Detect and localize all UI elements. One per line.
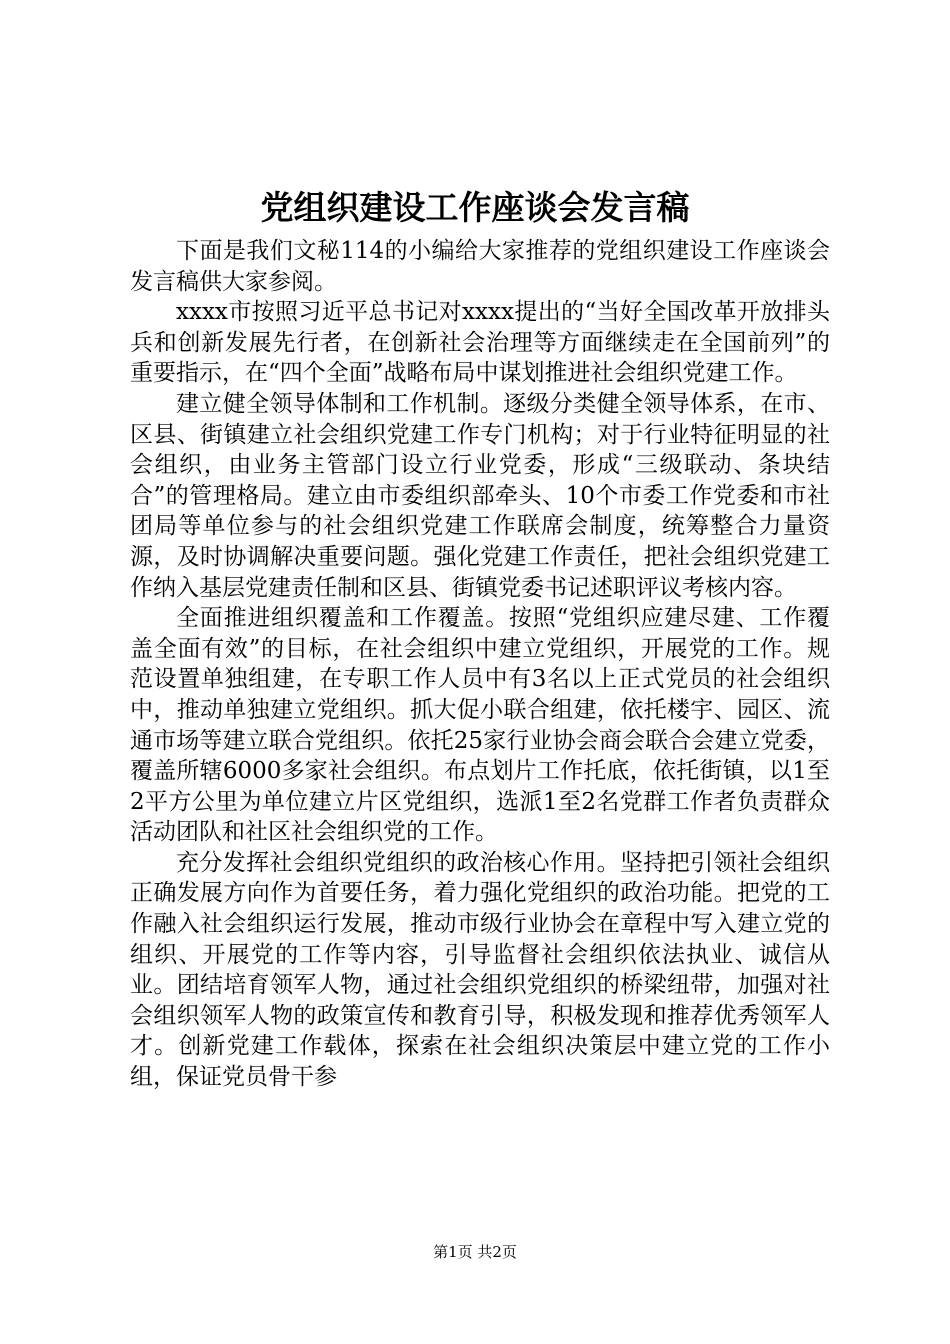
paragraph-coverage: 全面推进组织覆盖和工作覆盖。按照“党组织应建尽建、工作覆盖全面有效”的目标，在社会组织中建立党组织，开展党的工作。规范设置单独组建，在专职工作人员中有3名以上正式党员的社会组织中，推动单独建立党组织。抓大促小联合组建，依托楼宇、园区、流通市场等建立联合党组织。依托25家行业协会商会联合会建立党委，覆盖所辖6000多家社会组织。布点划片工作托底，依托街镇，以1至2平方公里为单位建立片区党组织，选派1至2名党群工作者负责群众活动团队和社区社会组织党的工作。 bbox=[130, 605, 830, 846]
paragraph-intro: 下面是我们文秘114的小编给大家推荐的党组织建设工作座谈会发言稿供大家参阅。 bbox=[130, 238, 830, 295]
paragraph-leadership-system: 建立健全领导体制和工作机制。逐级分类健全领导体系，在市、区县、街镇建立社会组织党建工作专门机构；对于行业特征明显的社会组织，由业务主管部门设立行业党委，形成“三级联动、条块结合”的管理格局。建立由市委组织部牵头、10个市委工作党委和市社团局等单位参与的社会组织党建工作联席会制度，统筹整合力量资源，及时协调解决重要问题。强化党建工作责任，把社会组织党建工作纳入基层党建责任制和区县、街镇党委书记述职评议考核内容。 bbox=[130, 390, 830, 601]
document-body bbox=[130, 236, 830, 1093]
document-title: 党组织建设工作座谈会发言稿 bbox=[260, 188, 690, 227]
paragraph-political-core: 充分发挥社会组织党组织的政治核心作用。坚持把引领社会组织正确发展方向作为首要任务，着力强化党组织的政治功能。把党的工作融入社会组织运行发展，推动市级行业协会在章程中写入建立党的组织、开展党的工作等内容，引导监督社会组织依法执业、诚信从业。团结培育领军人物，通过社会组织党组织的桥梁纽带，加强对社会组织领军人物的政策宣传和教育引导，积极发现和推荐优秀领军人才。创新党建工作载体，探索在社会组织决策层中建立党的工作小组，保证党员骨干参 bbox=[130, 849, 830, 1091]
page-number-footer: 第1页 共2页 bbox=[433, 1243, 517, 1261]
paragraph-background: xxxx市按照习近平总书记对xxxx提出的“当好全国改革开放排头兵和创新发展先行者，在创新社会治理等方面继续走在全国前列”的重要指示，在“四个全面”战略布局中谋划推进社会组织党建工作。 bbox=[130, 299, 830, 387]
